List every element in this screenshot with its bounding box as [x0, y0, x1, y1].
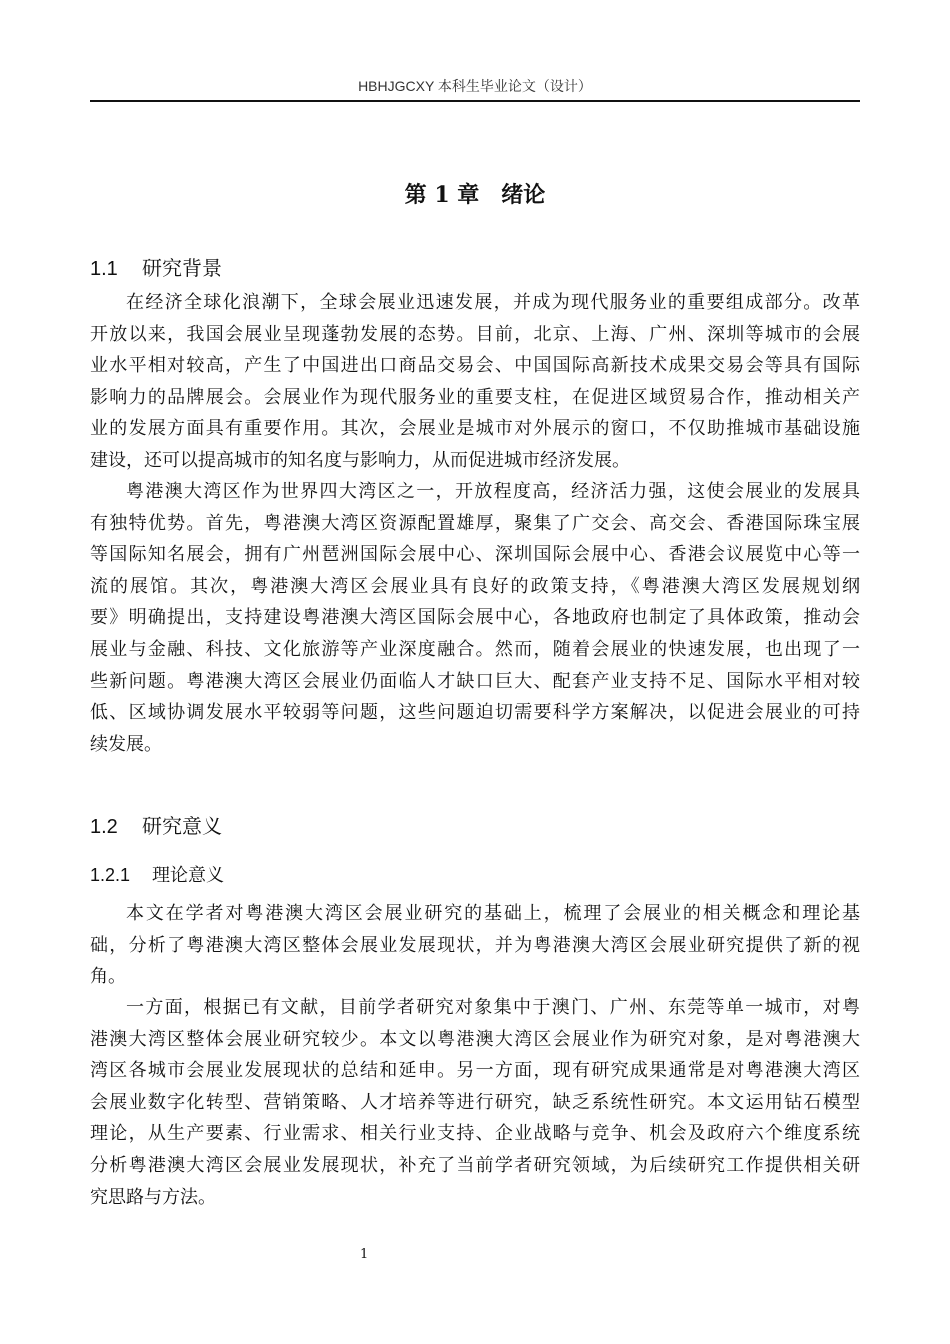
subsection-heading-1-2-1	[90, 861, 224, 887]
paragraph	[90, 992, 860, 1213]
paragraph-line: 续发展。	[90, 733, 162, 755]
paragraph-line: 开放以来，我国会展业呈现蓬勃发展的态势。目前，北京、上海、广州、深圳等城市的会展	[90, 323, 860, 345]
section-number: 1.2	[90, 816, 118, 838]
paragraph-line: 角。	[90, 966, 126, 988]
section-number: 1.1	[90, 258, 118, 280]
section-title: 研究背景	[142, 258, 222, 280]
paragraph-line: 本文在学者对粤港澳大湾区会展业研究的基础上，梳理了会展业的相关概念和理论基	[126, 903, 860, 924]
paragraph-line: 等国际知名展会，拥有广州琶洲国际会展中心、深圳国际会展中心、香港会议展览中心等一	[90, 544, 860, 566]
paragraph-line: 影响力的品牌展会。会展业作为现代服务业的重要支柱，在促进区域贸易合作，推动相关产	[90, 386, 860, 408]
paragraph-line: 建设，还可以提高城市的知名度与影响力，从而促进城市经济发展。	[90, 449, 630, 471]
section-heading-1-1	[90, 252, 222, 281]
paragraph-line: 低、区域协调发展水平较弱等问题，这些问题迫切需要科学方案解决，以促进会展业的可持	[90, 702, 860, 724]
paragraph-line: 要》明确提出，支持建设粤港澳大湾区国际会展中心，各地政府也制定了具体政策，推动会	[90, 607, 860, 629]
paragraph-line: 础，分析了粤港澳大湾区整体会展业发展现状，并为粤港澳大湾区会展业研究提供了新的视	[90, 934, 860, 956]
paragraph-line: 湾区各城市会展业发展现状的总结和延申。另一方面，现有研究成果通常是对粤港澳大湾区	[90, 1060, 860, 1082]
section-title: 研究意义	[142, 816, 222, 838]
paragraph-line: 分析粤港澳大湾区会展业发展现状，补充了当前学者研究领域，为后续研究工作提供相关研	[90, 1154, 860, 1176]
paragraph-line: 会展业数字化转型、营销策略、人才培养等进行研究，缺乏系统性研究。本文运用钻石模型	[90, 1091, 860, 1113]
paragraph-line: 在经济全球化浪潮下，全球会展业迅速发展，并成为现代服务业的重要组成部分。改革	[126, 292, 860, 313]
paragraph-line: 业的发展方面具有重要作用。其次，会展业是城市对外展示的窗口，不仅助推城市基础设施	[90, 418, 860, 440]
paragraph-line: 业水平相对较高，产生了中国进出口商品交易会、中国国际高新技术成果交易会等具有国际	[90, 355, 860, 377]
paragraph	[90, 476, 860, 760]
page-header: HBHJGCXY 本科生毕业论文（设计）	[358, 78, 592, 94]
section-title: 理论意义	[152, 865, 224, 885]
paragraph-line: 一方面，根据已有文献，目前学者研究对象集中于澳门、广州、东莞等单一城市，对粤	[126, 997, 860, 1018]
paragraph-line: 些新问题。粤港澳大湾区会展业仍面临人才缺口巨大、配套产业支持不足、国际水平相对较	[90, 670, 860, 692]
paragraph-line: 理论，从生产要素、行业需求、相关行业支持、企业战略与竞争、机会及政府六个维度系统	[90, 1123, 860, 1145]
paragraph-line: 流的展馆。其次，粤港澳大湾区会展业具有良好的政策支持，《粤港澳大湾区发展规划纲	[90, 575, 860, 597]
paragraph	[90, 287, 860, 477]
section-heading-1-2	[90, 810, 222, 839]
paragraph-line: 有独特优势。首先，粤港澳大湾区资源配置雄厚，聚集了广交会、高交会、香港国际珠宝展	[90, 512, 860, 534]
header-rule	[90, 100, 860, 102]
paragraph-line: 究思路与方法。	[90, 1186, 216, 1208]
paragraph-line: 港澳大湾区整体会展业研究较少。本文以粤港澳大湾区会展业作为研究对象，是对粤港澳大	[90, 1028, 860, 1050]
paragraph-line: 展业与金融、科技、文化旅游等产业深度融合。然而，随着会展业的快速发展，也出现了一	[90, 638, 860, 660]
section-number: 1.2.1	[90, 865, 131, 885]
chapter-title: 第 1 章 绪论	[404, 182, 546, 208]
paragraph-line: 粤港澳大湾区作为世界四大湾区之一，开放程度高，经济活力强，这使会展业的发展具	[126, 481, 860, 502]
page-number: 1	[360, 1247, 369, 1262]
paragraph	[90, 898, 860, 993]
